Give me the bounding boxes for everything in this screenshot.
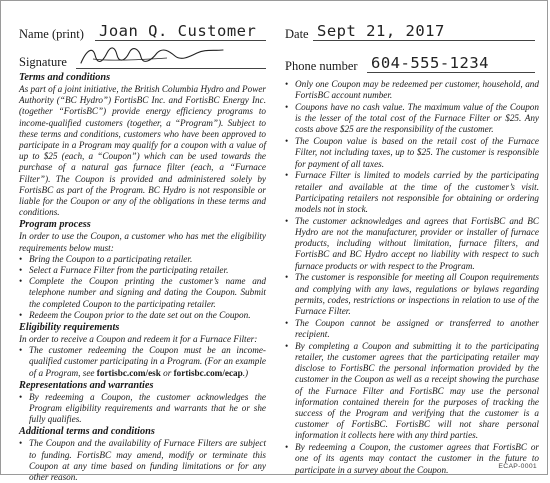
bullet-icon: • [285, 442, 289, 453]
additional-list-right [285, 79, 539, 476]
signature-label: Signature [19, 55, 67, 69]
list-item: • Coupons have no cash value. The maximum value of the Coupon is the lesser of the total cost of the Furnace Filter or $25. Any costs above $25 are the responsibility of the customer. [285, 102, 539, 135]
program-process-list [19, 254, 266, 321]
list-item: • The customer redeeming the Coupon must be an income-qualified customer participating in a Program. (For an example of a Program, see fortisbc.com/esk or fortisbc.com/ecap.) [19, 345, 266, 378]
representations-heading: Representations and warranties [19, 379, 154, 391]
list-item: • The Coupon cannot be assigned or transferred to another recipient. [285, 317, 539, 340]
eligibility-heading: Eligibility requirements [19, 322, 120, 334]
bullet-icon: • [285, 215, 289, 226]
link-fortisbc-esk[interactable]: fortisbc.com/esk [96, 367, 161, 378]
date-field[interactable] [285, 21, 539, 45]
name-value[interactable]: Joan Q. Customer [99, 22, 257, 40]
bullet-icon: • [285, 79, 289, 89]
right-column [285, 21, 539, 476]
bullet-icon: • [19, 438, 23, 449]
phone-value[interactable]: 604-555-1234 [371, 54, 489, 72]
list-item: • Select a Furnace Filter from the participating retailer. [19, 265, 229, 276]
bullet-icon: • [285, 170, 289, 181]
form-code: ECAP-0001 [498, 463, 537, 470]
bullet-icon: • [19, 309, 23, 320]
list-item: • Only one Coupon may be redeemed per customer, household, and FortisBC account number. [285, 79, 539, 101]
list-item: • The Coupon value is based on the retail cost of the Furnace Filter, not including taxes, up to $25. The customer is responsible for payment of all taxes. [285, 136, 539, 169]
bullet-icon: • [19, 265, 23, 276]
bullet-icon: • [19, 345, 23, 356]
name-label: Name (print) [19, 27, 84, 41]
link-fortisbc-ecap[interactable]: fortisbc.com/ecap [173, 367, 243, 378]
bullet-icon: • [285, 340, 289, 351]
bullet-icon: • [19, 391, 23, 402]
list-item: • Furnace Filter is limited to models carried by the participating retailer and available at the time of the customer’s visit. Participating retailers not responsible for obtaining or ordering models not in stock. [285, 170, 539, 215]
list-item: • By redeeming a Coupon, the customer agrees that FortisBC or one of its agents may contact the customer in the future to participate in a survey about the Coupon. [285, 442, 539, 475]
program-process-intro: In order to use the Coupon, a customer who has met the eligibility requirements below must: [19, 231, 266, 253]
eligibility-intro: In order to receive a Coupon and redeem it for a Furnace Filter: [19, 334, 258, 345]
bullet-icon: • [19, 276, 23, 287]
bullet-icon: • [285, 317, 289, 328]
bullet-icon: • [285, 102, 289, 112]
program-process-heading: Program process [19, 219, 91, 231]
eligibility-list [19, 345, 266, 379]
list-item: • The Coupon and the availability of Furnace Filters are subject to funding. FortisBC may amend, modify or terminate this Coupon at any time based on funding limitations or for any other reason. [19, 438, 266, 483]
list-item: • Redeem the Coupon prior to the date set out on the Coupon. [19, 309, 251, 320]
phone-label: Phone number [285, 59, 358, 73]
additional-list-left [19, 438, 266, 483]
phone-field[interactable] [285, 53, 539, 77]
left-column [19, 21, 266, 483]
date-value[interactable]: Sept 21, 2017 [317, 22, 445, 40]
list-item: • The customer is responsible for meeting all Coupon requirements and complying with any laws, regulations or bylaws regarding permits, codes, restrictions or inspections in relation to use of the Furnace Filter. [285, 272, 539, 317]
terms-heading: Terms and conditions [19, 72, 111, 83]
list-item: • By redeeming a Coupon, the customer acknowledges the Program eligibility requirements and warrants that he or she fully qualifies. [19, 391, 266, 425]
additional-heading: Additional terms and conditions [19, 426, 155, 438]
signature-field[interactable] [19, 51, 266, 71]
handwritten-signature-icon [77, 41, 227, 69]
representations-list [19, 392, 266, 426]
date-label: Date [285, 27, 309, 41]
list-item: • The customer acknowledges and agrees that FortisBC and BC Hydro are not the manufacturer, provider or installer of furnace products, including without limitation, furnace filters, and FortisBC and BC Hydro accept no liability with respect to such furnace products or with respect to the Program. [285, 215, 539, 271]
bullet-icon: • [285, 136, 289, 147]
list-item: • Bring the Coupon to a participating retailer. [19, 253, 193, 264]
date-underline [313, 40, 535, 41]
bullet-icon: • [285, 272, 289, 283]
phone-underline [367, 72, 535, 73]
list-item: • By completing a Coupon and submitting it to the participating retailer, the customer agrees that the participating retailer may disclose to FortisBC the personal information provided by the customer in the Coupon as well as a receipt showing the purchase of the Furnace Filter and FortisBC may use the personal information contained therein for the purposes of tracking the success of the Program and verifying that the customer is a customer of FortisBC. FortisBC will not share personal information it collects here with any third parties. [285, 340, 539, 441]
terms-intro: As part of a joint initiative, the British Columbia Hydro and Power Authority (“BC Hydro”) FortisBC Inc. and FortisBC Energy Inc. (together “FortisBC”) provide energy efficiency programs to income-qualified customers (together, a “Program”). Subject to these terms and conditions, customers who have been approved to participate in a Program may qualify for a coupon with a value of up to $25 (each, a “Coupon”) which can be used towards the purchase of a natural gas furnace filter (each, a “Furnace Filter”). The Coupon is provided and administered solely by FortisBC as part of the Program. BC Hydro is not responsible or liable for the Coupon or any of the obligations in these terms and conditions. [19, 84, 266, 218]
bullet-icon: • [19, 253, 23, 264]
list-item: • Complete the Coupon printing the customer’s name and telephone number and signing and dating the Coupon. Submit the completed Coupon to the participating retailer. [19, 276, 266, 309]
